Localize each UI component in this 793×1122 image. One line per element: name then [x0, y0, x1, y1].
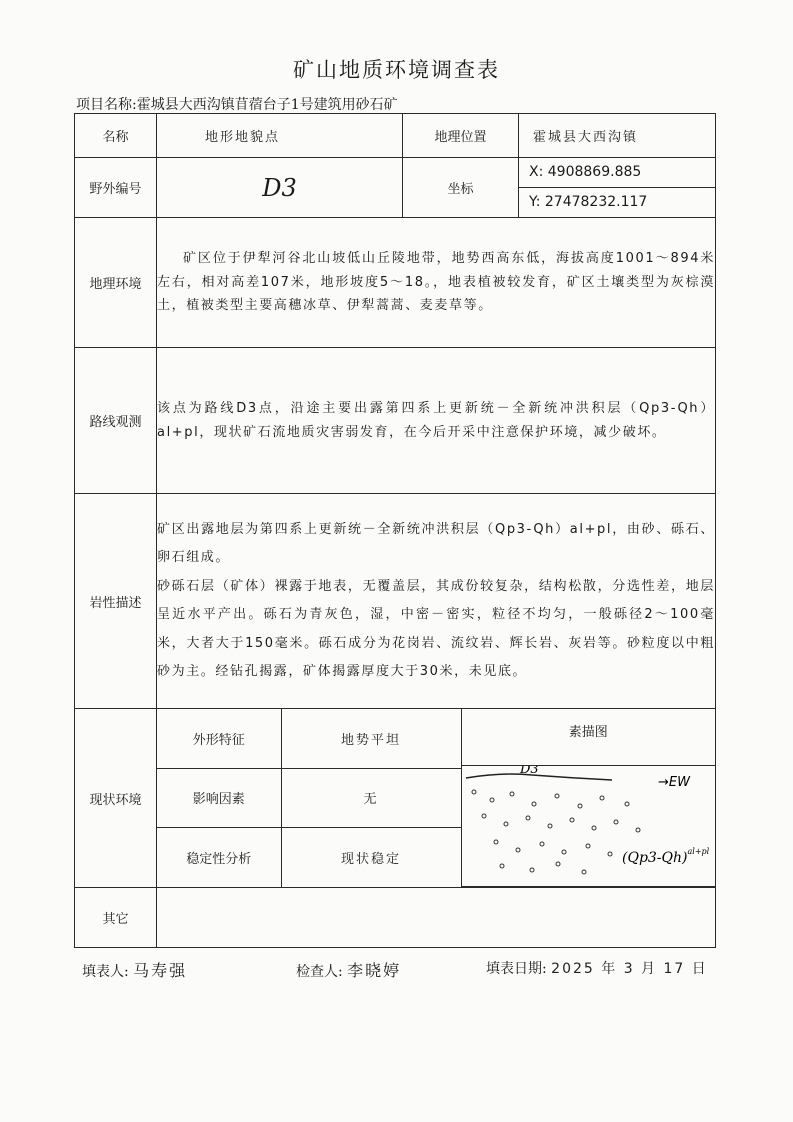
status-label: 现状环境: [75, 709, 157, 888]
y-label: Y:: [529, 194, 541, 210]
rock-text: [157, 494, 716, 709]
other-label: 其它: [75, 888, 157, 948]
factor-label: 影响因素: [157, 768, 281, 827]
rock-paragraph-2: 砂砾石层（矿体）裸露于地表，无覆盖层，其成份较复杂，结构松散，分选性差，地层呈近水平产出。砾石为青灰色，湿，中密－密实，粒径不均匀，一般砾径2～100毫米，大者大于150毫米。砾石成分为花岗岩、流纹岩、辉长岩、灰岩等。砂粒度以中粗砂为主。经钻孔揭露，矿体揭露厚度大于30米，未见底。: [157, 578, 715, 679]
sketch-unit-label: $(Qp3-Qh)^{al+pl}$: [621, 847, 709, 866]
sketch-drawing: [462, 766, 716, 882]
shape-label: 外形特征: [157, 709, 281, 768]
sketch-point-label: D3: [519, 766, 539, 777]
project-value: 霍城县大西沟镇苜蓿台子1号建筑用砂石矿: [136, 97, 398, 113]
date-label: 填表日期:: [486, 961, 547, 977]
coord-label: 坐标: [403, 158, 519, 218]
route-paragraph: 该点为路线D3点，沿途主要出露第四系上更新统－全新统冲洪积层（Qp3-Qh）al+pl，现状矿石流地质灾害弱发育，在今后开采中注意保护环境，减少破坏。: [157, 401, 715, 440]
stability-label: 稳定性分析: [157, 827, 281, 886]
gravel-dots: [472, 790, 640, 874]
other-value: [157, 888, 716, 948]
sketch-cell: [461, 709, 715, 887]
geo-env-text: [157, 218, 716, 348]
factor-value: 无: [281, 768, 461, 827]
date-value: 2025 年 3 月 17 日: [551, 961, 708, 977]
survey-table: [74, 113, 716, 948]
project-label: 项目名称:: [76, 97, 137, 113]
field-id-label: 野外编号: [75, 158, 157, 218]
filler-line: [82, 958, 187, 981]
route-text: [157, 348, 716, 494]
location-label: 地理位置: [403, 114, 519, 158]
location-value: 霍城县大西沟镇: [519, 114, 716, 158]
checker-line: [296, 958, 401, 981]
checker-label: 检查人:: [296, 964, 343, 980]
name-value: 地形地貌点: [157, 114, 403, 158]
sketch-surface-line: [466, 774, 612, 780]
form-title: 矿山地质环境调查表: [293, 58, 500, 82]
x-label: X:: [529, 164, 544, 180]
filler-label: 填表人:: [82, 964, 129, 980]
shape-value: 地势平坦: [281, 709, 461, 768]
checker-value: 李晓婷: [347, 961, 402, 980]
y-value: 27478232.117: [544, 194, 648, 210]
route-label: 路线观测: [75, 348, 157, 494]
name-label: 名称: [75, 114, 157, 158]
sketch-direction: →EW: [657, 775, 690, 790]
rock-paragraph-1: 矿区出露地层为第四系上更新统－全新统冲洪积层（Qp3-Qh）al+pl，由砂、砾石、卵石组成。: [157, 521, 715, 565]
status-cell: [157, 709, 716, 888]
sketch-label: 素描图: [462, 709, 716, 766]
rock-label: 岩性描述: [75, 494, 157, 709]
x-value: 4908869.885: [547, 164, 642, 180]
field-id-value: D3: [157, 158, 403, 218]
date-line: [486, 958, 708, 978]
geo-env-label: 地理环境: [75, 218, 157, 348]
project-line: [76, 94, 398, 114]
coord-cell: [519, 158, 716, 218]
filler-value: 马寿强: [133, 961, 188, 980]
stability-value: 现状稳定: [281, 827, 461, 886]
status-inner-table: [157, 709, 715, 887]
geo-env-paragraph: 矿区位于伊犁河谷北山坡低山丘陵地带，地势西高东低，海拔高度1001～894米左右，相对高差107米，地形坡度5～18。，地表植被较发育，矿区土壤类型为灰棕漠土，植被类型主要高穗冰草、伊犁蒿蒿、麦麦草等。: [157, 251, 715, 314]
